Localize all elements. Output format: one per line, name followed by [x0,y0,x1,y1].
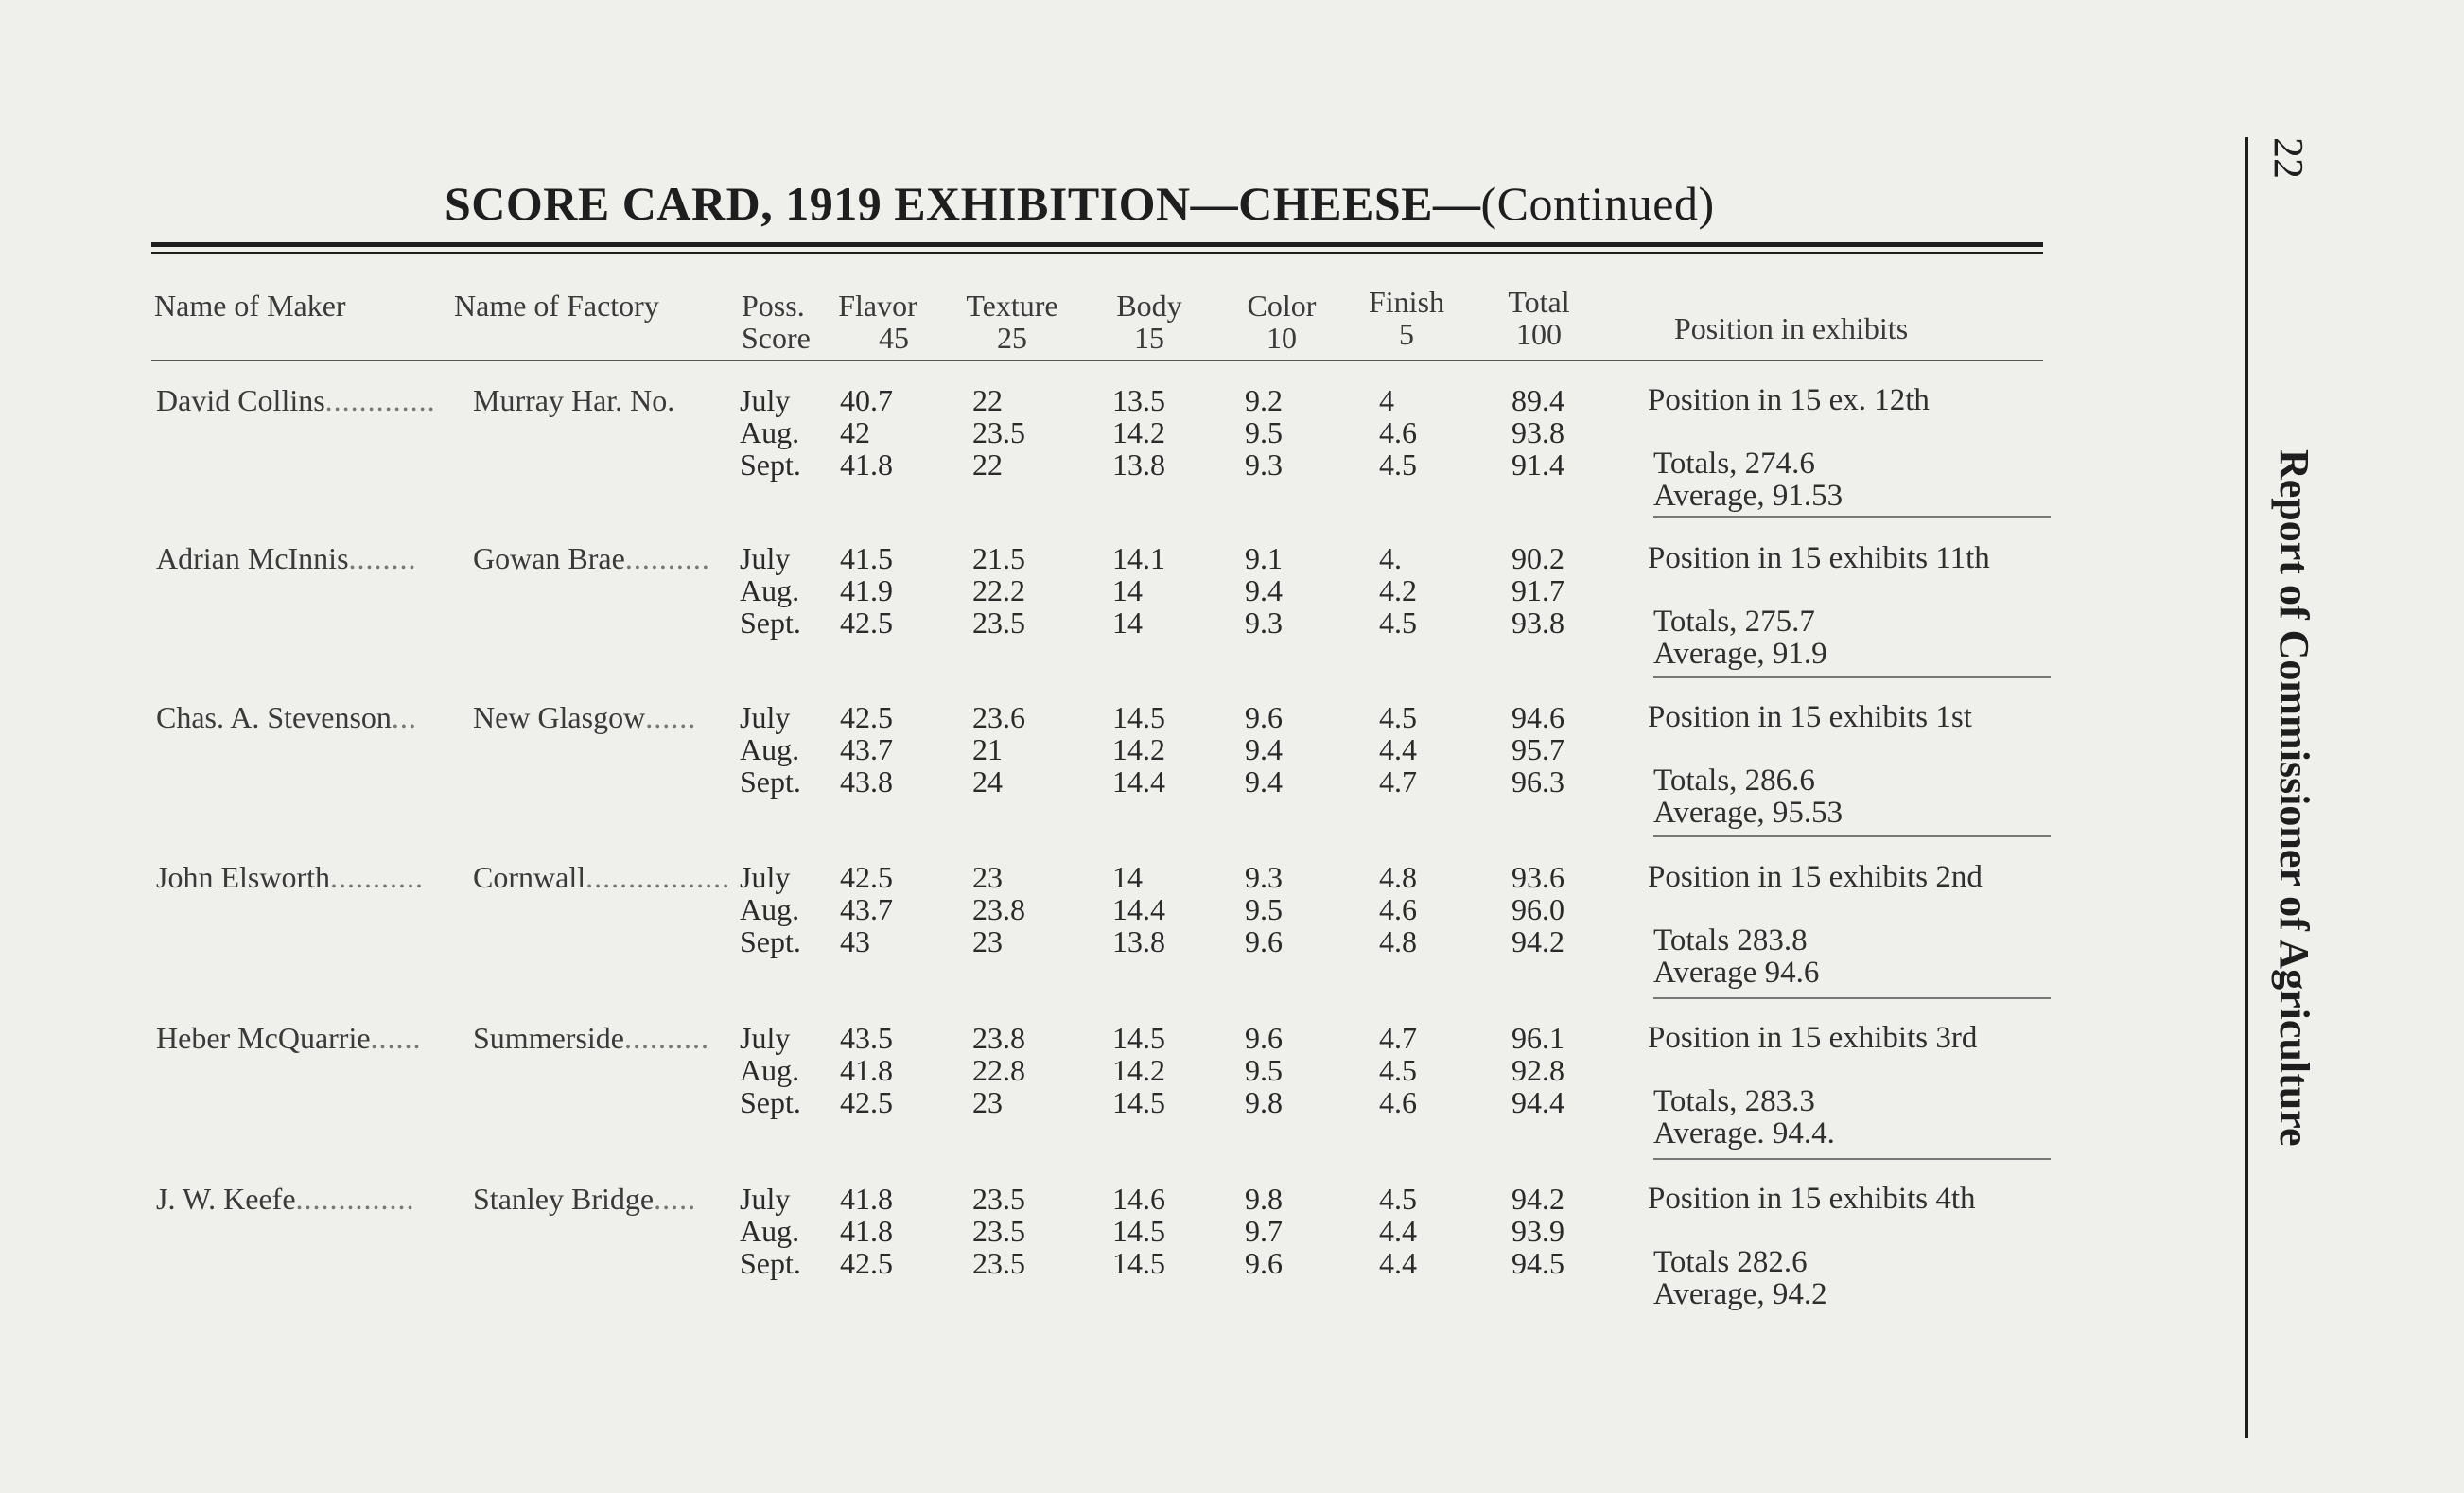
finish-cell: 4.5 [1379,448,1417,482]
title-rule-thin [151,252,2043,254]
maker-name-text: David Collins [156,383,325,417]
leader-dots: ... [391,700,417,734]
month-cell: July [740,860,791,894]
score-row [0,574,2464,606]
flavor-cell: 42.5 [840,606,893,640]
flavor-cell: 41.8 [840,448,893,482]
header-maker: Name of Maker [154,289,346,323]
score-row [0,893,2464,925]
entry-block [0,360,2464,520]
body-cell: 14.5 [1112,1214,1165,1248]
title-continued: (Continued) [1480,177,1715,230]
header-poss-line1: Poss. [742,289,805,323]
score-row [0,925,2464,957]
header-flavor-line2: 45 [879,321,909,355]
body-cell: 14.5 [1112,1085,1165,1119]
flavor-cell: 43.5 [840,1021,893,1055]
header-finish [1354,286,1459,350]
header-position: Position in exhibits [1674,311,1909,345]
score-row [0,733,2464,765]
total-cell: 94.4 [1512,1085,1564,1119]
totals-text: Totals 282.6 [1653,1245,1808,1279]
leader-dots: ...... [645,700,697,734]
header-poss-line2: Score [742,321,811,355]
color-cell: 9.7 [1245,1214,1283,1248]
total-cell: 94.5 [1512,1246,1564,1280]
month-cell: Sept. [740,1246,801,1280]
color-cell: 9.6 [1245,924,1283,958]
month-cell: July [740,1182,791,1216]
totals-text: Totals, 274.6 [1653,447,1815,481]
score-row [0,701,2464,733]
factory-name-text: New Glasgow [473,700,646,734]
header-flavor-line1: Flavor [838,289,917,323]
score-row [0,1247,2464,1279]
score-row [0,448,2464,481]
score-row [0,765,2464,798]
body-cell: 13.8 [1112,924,1165,958]
body-cell: 14.5 [1112,700,1165,734]
exhibit-position: Position in 15 exhibits 11th [1648,541,1990,575]
finish-cell: 4.5 [1379,606,1417,640]
factory-name-text: Summerside [473,1021,624,1055]
average-text: Average, 95.53 [1653,796,1844,830]
margin-rule [2245,137,2248,1438]
color-cell: 9.5 [1245,892,1283,926]
texture-cell: 23 [972,924,1003,958]
texture-cell: 24 [972,764,1003,799]
texture-cell: 23 [972,1085,1003,1119]
body-cell: 14 [1112,573,1143,607]
maker-name-text: Heber McQuarrie [156,1021,371,1055]
maker-name-text: Adrian McInnis [156,541,349,575]
color-cell: 9.4 [1245,732,1283,766]
score-row [0,1183,2464,1215]
leader-dots: .............. [295,1182,415,1216]
color-cell: 9.5 [1245,1053,1283,1087]
totals-text: Totals, 275.7 [1653,605,1815,639]
score-row [0,606,2464,639]
color-cell: 9.6 [1245,1021,1283,1055]
total-cell: 90.2 [1512,541,1564,575]
average-text: Average. 94.4. [1653,1116,1835,1150]
factory-name-text: Stanley Bridge [473,1182,655,1216]
header-total-line1: Total [1508,285,1570,319]
average-text: Average 94.6 [1653,956,1820,990]
body-cell: 13.5 [1112,383,1165,417]
body-cell: 14 [1112,860,1143,894]
flavor-cell: 40.7 [840,383,893,417]
total-cell: 96.3 [1512,764,1564,799]
body-cell: 14.4 [1112,892,1165,926]
total-cell: 94.2 [1512,924,1564,958]
texture-cell: 23.5 [972,1182,1025,1216]
month-cell: Aug. [740,892,800,926]
exhibit-position: Position in 15 exhibits 4th [1648,1182,1976,1216]
score-row [0,1022,2464,1054]
color-cell: 9.4 [1245,573,1283,607]
finish-cell: 4.4 [1379,1214,1417,1248]
flavor-cell: 41.8 [840,1182,893,1216]
average-text: Average, 94.2 [1653,1277,1827,1311]
flavor-cell: 41.8 [840,1053,893,1087]
factory-name-text: Cornwall [473,860,586,894]
body-cell: 14.4 [1112,764,1165,799]
title-main: SCORE CARD, 1919 EXHIBITION—CHEESE— [445,177,1481,230]
color-cell: 9.3 [1245,448,1283,482]
header-body-line2: 15 [1134,321,1164,355]
texture-cell: 22.8 [972,1053,1025,1087]
exhibit-position: Position in 15 exhibits 3rd [1648,1021,1978,1055]
running-head: Report of Commissioner of Agriculture [2271,449,2317,1147]
score-row [0,861,2464,893]
header-total-line2: 100 [1516,317,1562,351]
total-cell: 96.1 [1512,1021,1564,1055]
color-cell: 9.5 [1245,415,1283,449]
month-cell: Aug. [740,573,800,607]
header-body [1097,290,1201,354]
color-cell: 9.6 [1245,700,1283,734]
flavor-cell: 42.5 [840,860,893,894]
texture-cell: 22.2 [972,573,1025,607]
header-poss [742,290,811,354]
score-row [0,384,2464,416]
total-cell: 94.6 [1512,700,1564,734]
finish-cell: 4.6 [1379,415,1417,449]
header-total [1487,286,1591,350]
texture-cell: 23.8 [972,1021,1025,1055]
header-body-line1: Body [1116,289,1182,323]
finish-cell: 4.6 [1379,1085,1417,1119]
header-texture-line2: 25 [997,321,1027,355]
score-row [0,1086,2464,1118]
score-row [0,542,2464,574]
body-cell: 14.5 [1112,1021,1165,1055]
color-cell: 9.3 [1245,860,1283,894]
month-cell: July [740,1021,791,1055]
exhibit-position: Position in 15 exhibits 2nd [1648,860,1983,894]
maker-name-text: J. W. Keefe [156,1182,296,1216]
month-cell: Aug. [740,732,800,766]
color-cell: 9.4 [1245,764,1283,799]
leader-dots: ........... [330,860,424,894]
finish-cell: 4.8 [1379,924,1417,958]
finish-cell: 4.6 [1379,892,1417,926]
finish-cell: 4.7 [1379,764,1417,799]
body-cell: 14.1 [1112,541,1165,575]
month-cell: Sept. [740,924,801,958]
page-number: 22 [2265,137,2312,179]
body-cell: 13.8 [1112,448,1165,482]
flavor-cell: 41.8 [840,1214,893,1248]
body-cell: 14.2 [1112,1053,1165,1087]
finish-cell: 4.5 [1379,1182,1417,1216]
texture-cell: 23.5 [972,415,1025,449]
texture-cell: 23.5 [972,1214,1025,1248]
leader-dots: ................. [585,860,731,894]
finish-cell: 4.2 [1379,573,1417,607]
header-flavor [821,290,935,354]
month-cell: July [740,541,791,575]
score-row [0,1054,2464,1086]
month-cell: Sept. [740,764,801,799]
header-finish-line1: Finish [1368,285,1445,319]
finish-cell: 4 [1379,383,1394,417]
finish-cell: 4.7 [1379,1021,1417,1055]
score-row [0,1215,2464,1247]
average-text: Average, 91.9 [1653,637,1827,671]
leader-dots: ..... [654,1182,697,1216]
page-title [445,176,1788,231]
finish-cell: 4.8 [1379,860,1417,894]
flavor-cell: 41.9 [840,573,893,607]
entry-block [0,676,2464,837]
totals-text: Totals, 283.3 [1653,1084,1815,1118]
month-cell: Sept. [740,606,801,640]
factory-name-text: Gowan Brae [473,541,625,575]
flavor-cell: 43.7 [840,892,893,926]
flavor-cell: 41.5 [840,541,893,575]
maker-name-text: Chas. A. Stevenson [156,700,392,734]
color-cell: 9.3 [1245,606,1283,640]
header-color-line2: 10 [1267,321,1297,355]
total-cell: 92.8 [1512,1053,1564,1087]
color-cell: 9.8 [1245,1085,1283,1119]
header-color-line1: Color [1247,289,1317,323]
flavor-cell: 42.5 [840,1246,893,1280]
body-cell: 14.6 [1112,1182,1165,1216]
totals-text: Totals 283.8 [1653,923,1808,957]
total-cell: 91.4 [1512,448,1564,482]
flavor-cell: 42.5 [840,1085,893,1119]
factory-name: Murray Har. No. [473,383,675,417]
color-cell: 9.6 [1245,1246,1283,1280]
texture-cell: 23 [972,860,1003,894]
finish-cell: 4.4 [1379,1246,1417,1280]
leader-dots: .......... [623,1021,709,1055]
texture-cell: 22 [972,448,1003,482]
totals-text: Totals, 286.6 [1653,764,1815,798]
texture-cell: 23.6 [972,700,1025,734]
flavor-cell: 42 [840,415,870,449]
entry-block [0,997,2464,1158]
month-cell: Aug. [740,1053,800,1087]
texture-cell: 23.8 [972,892,1025,926]
score-row [0,416,2464,448]
month-cell: Aug. [740,415,800,449]
body-cell: 14.2 [1112,415,1165,449]
texture-cell: 23.5 [972,606,1025,640]
entry-block [0,836,2464,997]
month-cell: July [740,700,791,734]
month-cell: July [740,383,791,417]
leader-dots: ...... [370,1021,422,1055]
header-texture [946,290,1078,354]
month-cell: Sept. [740,448,801,482]
finish-cell: 4. [1379,541,1402,575]
maker-name-text: John Elsworth [156,860,330,894]
header-color [1230,290,1334,354]
total-cell: 93.8 [1512,606,1564,640]
color-cell: 9.2 [1245,383,1283,417]
total-cell: 94.2 [1512,1182,1564,1216]
finish-cell: 4.5 [1379,1053,1417,1087]
header-factory: Name of Factory [454,289,659,323]
finish-cell: 4.4 [1379,732,1417,766]
flavor-cell: 43.7 [840,732,893,766]
total-cell: 93.8 [1512,415,1564,449]
flavor-cell: 42.5 [840,700,893,734]
color-cell: 9.8 [1245,1182,1283,1216]
body-cell: 14.2 [1112,732,1165,766]
color-cell: 9.1 [1245,541,1283,575]
texture-cell: 23.5 [972,1246,1025,1280]
month-cell: Aug. [740,1214,800,1248]
flavor-cell: 43.8 [840,764,893,799]
leader-dots: ............. [324,383,436,417]
month-cell: Sept. [740,1085,801,1119]
average-text: Average, 91.53 [1653,479,1844,513]
total-cell: 95.7 [1512,732,1564,766]
entry-block [0,518,2464,678]
finish-cell: 4.5 [1379,700,1417,734]
flavor-cell: 43 [840,924,870,958]
entry-block [0,1158,2464,1319]
total-cell: 93.9 [1512,1214,1564,1248]
body-cell: 14.5 [1112,1246,1165,1280]
total-cell: 91.7 [1512,573,1564,607]
exhibit-position: Position in 15 ex. 12th [1648,383,1930,417]
total-cell: 96.0 [1512,892,1564,926]
texture-cell: 21.5 [972,541,1025,575]
leader-dots: ........ [348,541,417,575]
texture-cell: 22 [972,383,1003,417]
texture-cell: 21 [972,732,1003,766]
title-rule-thick [151,242,2043,247]
total-cell: 93.6 [1512,860,1564,894]
header-texture-line1: Texture [966,289,1058,323]
header-finish-line2: 5 [1399,317,1414,351]
body-cell: 14 [1112,606,1143,640]
total-cell: 89.4 [1512,383,1564,417]
leader-dots: .......... [624,541,710,575]
exhibit-position: Position in 15 exhibits 1st [1648,700,1972,734]
